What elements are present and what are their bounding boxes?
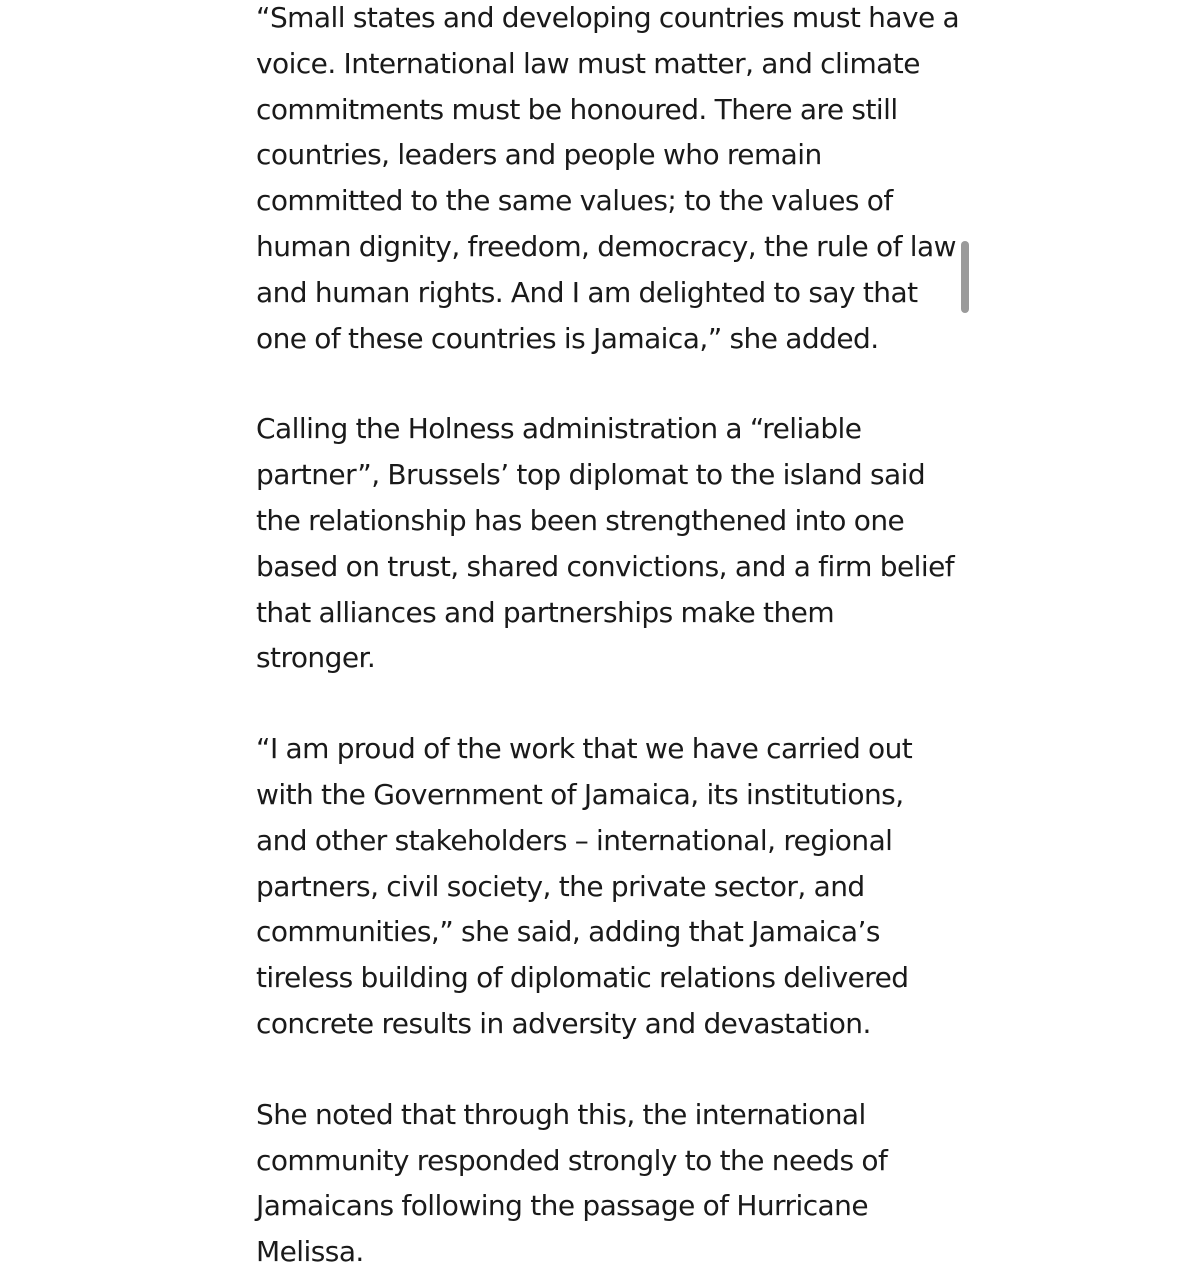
article-paragraph: “Small states and developing countries must have a voice. International law must matter, and climate commitments must be honoured. There are still countries, leaders and people who remain committed to the same values; to the values of human dignity, freedom, democracy, the rule of law and human rights. And I am delighted to say that one of these countries is Jamaica,” she added. (256, 1, 960, 355)
article-paragraph: She noted that through this, the international community responded strongly to the needs of Jamaicans following the passage of Hurricane Melissa. (256, 1097, 888, 1269)
article-paragraph: Calling the Holness administration a “reliable partner”, Brussels’ top diplomat to the island said the relationship has been strengthened into one based on trust, shared convictions, and a firm belief that alliances and partnerships make them stronger. (256, 412, 955, 675)
scrollbar-thumb[interactable] (961, 241, 969, 313)
article-body (256, 0, 961, 1275)
article-paragraph: “I am proud of the work that we have carried out with the Government of Jamaica, its institutions, and other stakeholders – international, regional partners, civil society, the private sector, and communities,” she said, adding that Jamaica’s tireless building of diplomatic relations delivered concrete results in adversity and devastation. (256, 732, 913, 1040)
